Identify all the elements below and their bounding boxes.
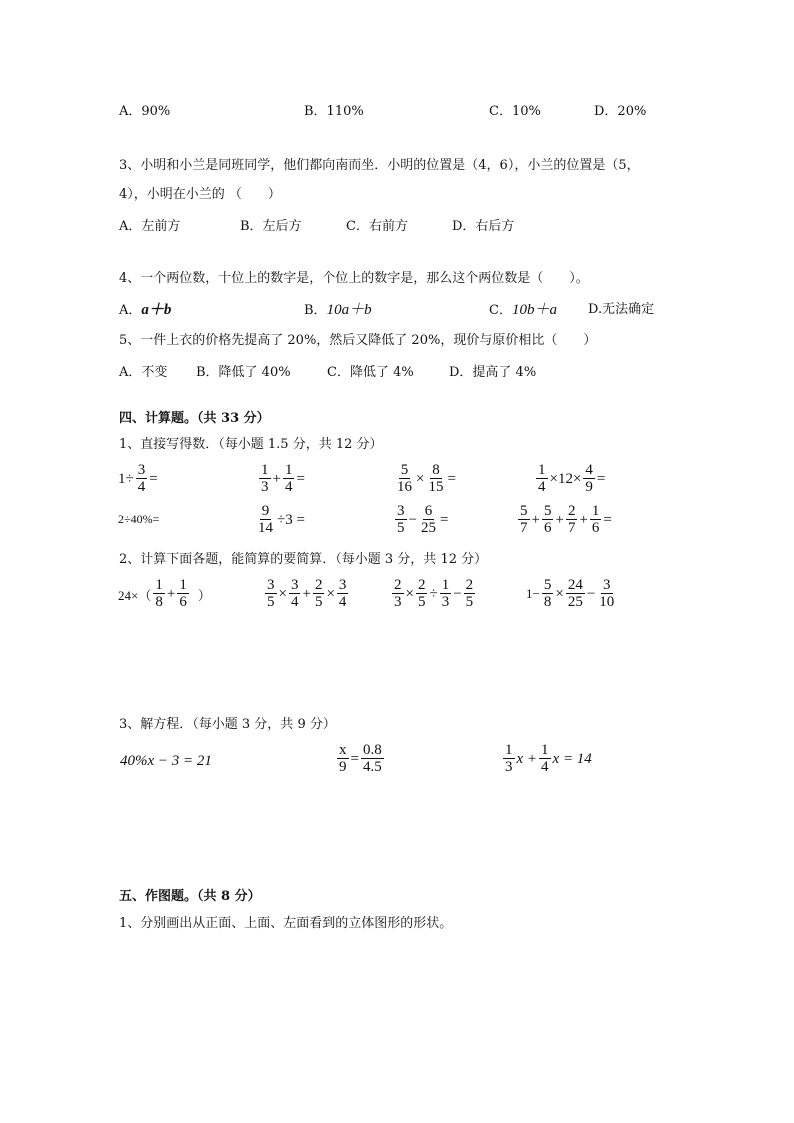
denominator: 6 [591,520,600,536]
section4-sub1: 1、直接写得数．（每小题 1.5 分，共 12 分） [119,437,383,452]
numerator: 3 [137,462,146,478]
operator: × [416,470,425,487]
numerator: 1 [538,462,546,478]
numerator: 2 [465,577,474,593]
q4-option-b-label: B． [304,303,327,318]
numerator: 2 [394,577,402,593]
numerator: 1 [591,503,600,519]
section5-sub1: 1、分别画出从正面、上面、左面看到的立体图形的形状。 [119,916,453,931]
numerator: 3 [290,577,299,593]
operator: + [555,511,564,528]
fraction [597,578,616,610]
numerator: 9 [261,503,270,519]
fraction [395,463,414,495]
numerator: 1 [541,742,549,758]
expr-text: = [596,470,606,487]
denominator: 7 [567,520,576,536]
calc-c2 [264,578,349,610]
operator: + [166,585,176,602]
q2-option-a: A．90% [119,104,171,119]
expr-text: 40%x − 3 = 21 [120,753,212,769]
calc-r2c3 [394,504,449,536]
section4-title: 四、计算题。（共 33 分） [119,411,270,426]
denominator: 3 [441,594,450,610]
q3-option-b: B．左后方 [240,219,302,234]
denominator: 4.5 [362,759,382,775]
q4-text: 4、一个两位数，十位上的数字是，个位上的数字是，那么这个两位数是（ ）。 [119,271,589,286]
q5-option-b: B．降低了 40% [196,365,291,380]
q3-text-line2: 4），小明在小兰的 （ ） [119,187,281,202]
denominator: 8 [155,594,163,610]
q3-option-d: D．右后方 [452,219,515,234]
numerator: 5 [543,503,552,519]
denominator: 4 [284,479,293,495]
q4-option-a [119,302,171,319]
operator: × [555,585,564,602]
denominator: 14 [258,520,273,536]
expr-text: ÷3 = [277,511,305,528]
expr-text: x = 14 [552,750,592,767]
numerator: 1 [155,577,163,593]
expr-text: ） [197,587,211,603]
denominator: 5 [314,594,323,610]
expr-text: x + [516,750,538,767]
calc-r2c4 [517,504,613,536]
calc-r1c1 [117,463,159,495]
fraction [583,463,595,495]
operator: + [272,470,281,487]
fraction [464,578,476,610]
q5-text: 5、一件上衣的价格先提高了 20%，然后又降低了 20%，现价与原价相比（ ） [119,333,597,348]
q3-option-a: A．左前方 [119,219,181,234]
q3-option-c: C．右前方 [346,219,408,234]
calc-c1 [117,578,212,610]
fraction [566,504,578,536]
expr-text: = [447,470,456,487]
q2-option-c: C．10% [489,104,541,119]
denominator: 6 [543,520,552,536]
fraction [536,463,548,495]
expr-text: 1÷ [118,470,134,487]
fraction [283,463,295,495]
fraction [566,578,585,610]
denominator: 3 [505,759,513,775]
operator: − [453,585,462,602]
numerator: 1 [179,577,187,593]
fraction [539,743,551,775]
calc-r1c3 [394,463,457,495]
expr-text: = [296,470,305,487]
numerator: 3 [267,577,275,593]
fraction [361,743,384,775]
denominator: 5 [465,594,474,610]
denominator: 5 [397,520,405,536]
q4-option-a-expr: a＋b [141,302,172,318]
equation-1 [119,753,213,770]
fraction [542,578,554,610]
q4-option-c-expr: 10b＋a [511,302,557,318]
q4-option-c-label: C． [489,303,512,318]
denominator: 8 [543,594,552,610]
fraction [542,504,554,536]
calc-r2c1 [117,512,160,527]
q2-option-d: D．20% [594,104,647,119]
operator: × [326,585,335,602]
expr-text: ×12× [549,470,582,487]
q5-option-a: A．不变 [119,365,168,380]
numerator: x [339,742,347,758]
fraction [136,463,148,495]
operator: × [278,585,287,602]
denominator: 25 [420,520,436,536]
numerator: 5 [520,503,528,519]
fraction [256,504,275,536]
denominator: 4 [290,594,299,610]
fraction [337,578,349,610]
operator: = [350,750,359,767]
denominator: 25 [567,594,583,610]
fraction [289,578,301,610]
denominator: 10 [599,594,615,610]
numerator: 3 [338,577,347,593]
denominator: 16 [397,479,412,495]
denominator: 4 [538,479,546,495]
q3-text-line1: 3、小明和小兰是同班同学，他们都向南而坐．小明的位置是（4，6），小兰的位置是（5， [119,158,640,173]
denominator: 3 [261,479,269,495]
denominator: 5 [267,594,275,610]
fraction [313,578,325,610]
fraction [426,463,445,495]
calc-r2c2 [255,504,306,536]
fraction [177,578,189,610]
calc-r1c4 [535,463,606,495]
calc-c3 [391,578,476,610]
q4-option-b [304,302,372,319]
q4-option-b-expr: 10a＋b [326,302,372,318]
fraction [419,504,438,536]
numerator: 1 [261,462,269,478]
numerator: 4 [585,462,593,478]
numerator: 2 [567,503,576,519]
operator: ÷ [429,585,438,602]
q2-option-b: B．110% [304,104,364,119]
denominator: 4 [338,594,347,610]
numerator: 1 [284,462,293,478]
fraction [416,578,428,610]
denominator: 9 [585,479,593,495]
expr-text: 2÷40%= [118,512,160,526]
denominator: 15 [428,479,444,495]
expr-text: = [603,511,612,528]
numerator: 1 [505,742,513,758]
q5-option-d: D．提高了 4% [449,365,537,380]
section4-sub2: 2、计算下面各题，能简算的要简算．（每小题 3 分，共 12 分） [119,552,488,567]
expr-text: = [149,470,158,487]
section4-sub3: 3、解方程．（每小题 3 分，共 9 分） [119,717,336,732]
denominator: 7 [520,520,528,536]
numerator: 5 [543,577,552,593]
expr-text: 1− [526,586,540,601]
fraction [153,578,165,610]
operator: + [579,511,588,528]
operator: + [302,585,311,602]
numerator: 3 [603,577,611,593]
numerator: 24 [567,577,583,593]
q4-option-d: D.无法确定 [588,302,655,317]
denominator: 9 [339,759,347,775]
numerator: 5 [400,462,409,478]
fraction [503,743,515,775]
numerator: 6 [424,503,433,519]
denominator: 4 [137,479,146,495]
numerator: 2 [417,577,426,593]
denominator: 5 [417,594,426,610]
equation-2 [336,743,385,775]
calc-r1c2 [258,463,306,495]
denominator: 6 [179,594,187,610]
equation-3 [502,743,593,775]
numerator: 3 [397,503,405,519]
q4-option-c [489,302,557,319]
fraction [392,578,404,610]
operator: × [405,585,414,602]
operator: − [408,511,417,528]
fraction [395,504,407,536]
operator: + [531,511,540,528]
expr-text: 24×（ [118,587,152,603]
calc-c4 [525,578,617,610]
numerator: 8 [432,462,440,478]
q5-option-c: C．降低了 4% [327,365,414,380]
fraction [337,743,349,775]
fraction [259,463,271,495]
fraction [440,578,452,610]
numerator: 2 [314,577,323,593]
numerator: 1 [441,577,450,593]
operator: − [586,585,596,602]
section5-title: 五、作图题。（共 8 分） [119,889,261,904]
denominator: 3 [394,594,402,610]
numerator: 0.8 [362,742,382,758]
q4-option-a-label: A． [119,303,142,318]
fraction [590,504,602,536]
expr-text: = [439,511,449,528]
denominator: 4 [541,759,549,775]
fraction [265,578,277,610]
fraction [518,504,530,536]
